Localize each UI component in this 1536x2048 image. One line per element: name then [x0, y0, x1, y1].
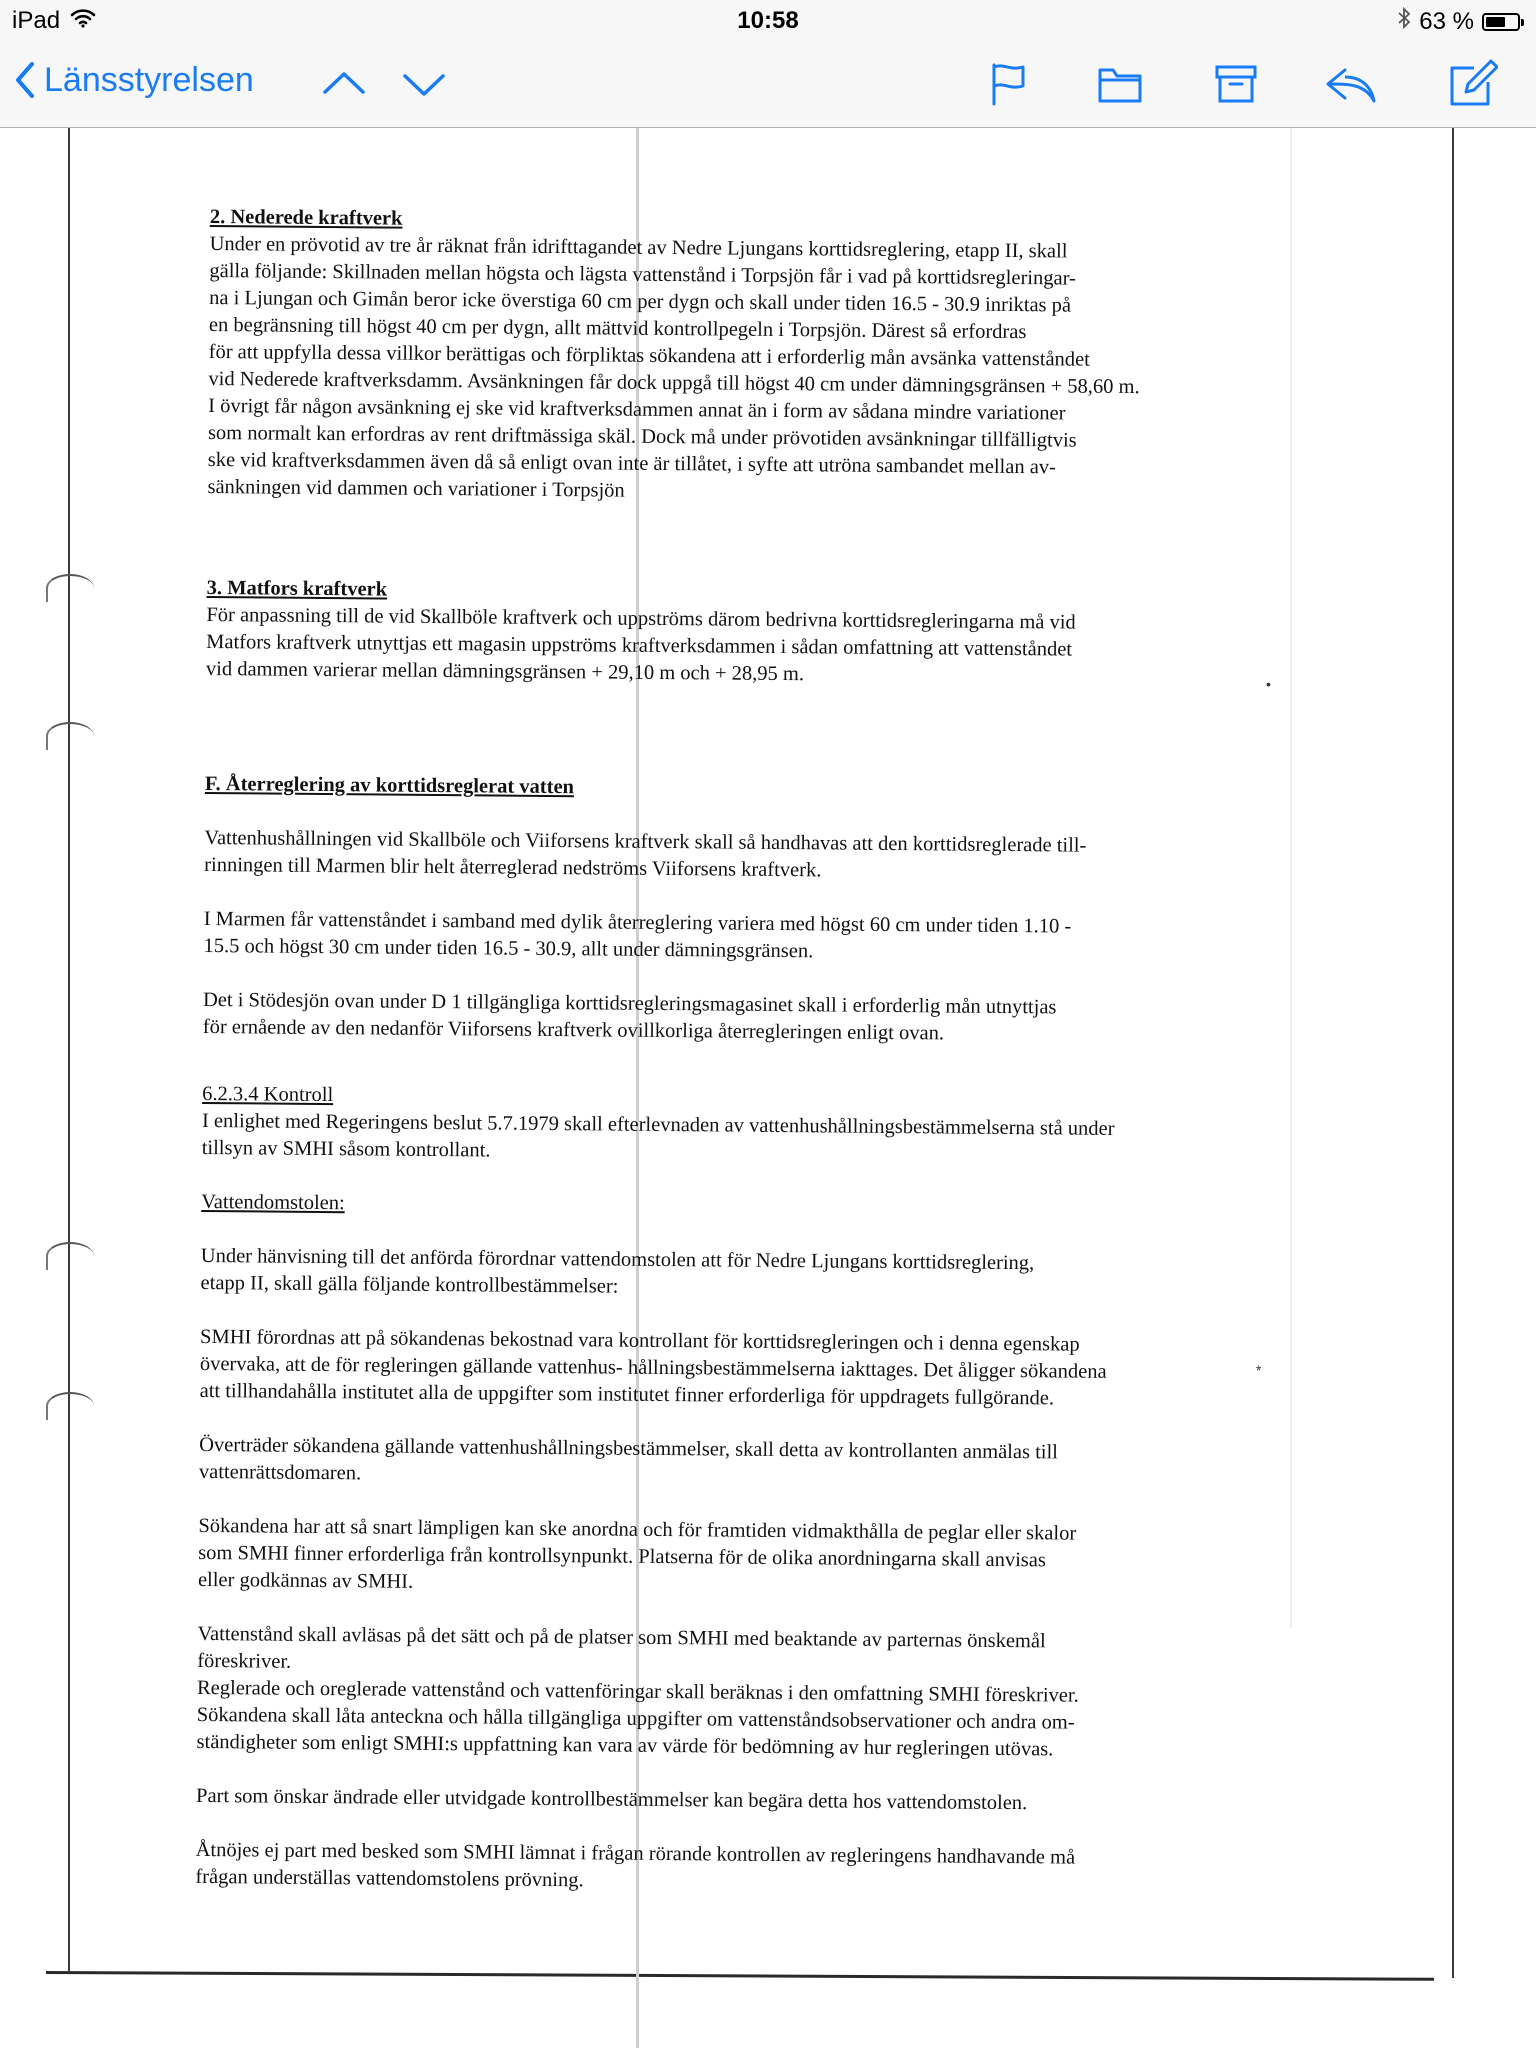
- text-line: frågan underställas vattendomstolens prövning.: [195, 1865, 584, 1892]
- text-line: föreskriver.: [197, 1649, 292, 1673]
- status-bar: [0, 0, 1536, 42]
- reply-icon: [1325, 66, 1377, 104]
- paragraph: [200, 1243, 1300, 1307]
- page-edge-right: [1452, 128, 1454, 1978]
- text-line: Vattenhushållningen vid Skallböle och Viiforsens kraftverk skall så handhavas att den korttidsreglerade till-: [204, 826, 1087, 857]
- section-heading: 3. Matfors kraftverk: [206, 576, 388, 601]
- binder-hole-mark: [46, 1392, 94, 1420]
- text-line: etapp II, skall gälla följande kontrollbestämmelser:: [200, 1271, 619, 1298]
- text-line: för ernående av den nedanför Viiforsens kraftverk ovillkorliga återregleringen enligt ovan.: [202, 1015, 945, 1045]
- battery-fill: [1486, 17, 1505, 27]
- compose-button[interactable]: [1448, 58, 1498, 108]
- archive-icon: [1214, 64, 1258, 104]
- text-line: vattenrättsdomaren.: [198, 1460, 362, 1485]
- text-line: eller godkännas av SMHI.: [197, 1568, 414, 1593]
- text-line: För anpassning till de vid Skallböle kraftverk och uppströms därom bedrivna korttidsregleringarna må vid: [206, 603, 1076, 634]
- page-edge-left: [68, 128, 70, 1971]
- text-line: vid Nederede kraftverksdamm. Avsänkningen får dock uppgå till högst 40 cm under dämningsgränsen + 58,60 m.: [208, 367, 1140, 399]
- paragraph: [200, 1324, 1301, 1415]
- battery-percentage: 63 %: [1419, 7, 1474, 35]
- next-message-button[interactable]: [402, 72, 446, 98]
- binder-hole-mark: [46, 1242, 94, 1270]
- status-right: [1397, 7, 1520, 36]
- paragraph: [206, 602, 1307, 693]
- chevron-up-icon: [322, 70, 366, 96]
- paragraph: [195, 1837, 1295, 1901]
- binder-hole-mark: [46, 574, 94, 602]
- document-text: [195, 204, 1310, 1901]
- paragraph: [203, 906, 1303, 970]
- folder-icon: [1097, 66, 1143, 104]
- flag-icon: [990, 62, 1026, 106]
- paragraph: [204, 825, 1304, 889]
- chevron-down-icon: [402, 72, 446, 98]
- compose-icon: [1448, 58, 1498, 108]
- navigation-bar: [0, 42, 1536, 128]
- text-line: I Marmen får vattenståndet i samband med dylik återreglering variera med högst 60 cm under tiden 1.10 -: [203, 907, 1072, 938]
- section-heading: 6.2.3.4 Kontroll: [202, 1082, 334, 1107]
- reply-button[interactable]: [1325, 66, 1377, 104]
- page-edge-bottom: [46, 1971, 1434, 1981]
- text-line: Vattenstånd skall avläsas på det sätt och på de platser som SMHI med beaktande av parternas önskemål: [197, 1622, 1046, 1653]
- text-line: vid dammen varierar mellan dämningsgränsen + 29,10 m och + 28,95 m.: [205, 657, 805, 686]
- text-line: I övrigt får någon avsänkning ej ske vid kraftverksdammen annat än i form av sådana mindre variationer: [208, 394, 1066, 425]
- previous-message-button[interactable]: [322, 70, 366, 96]
- text-line: som SMHI finner erforderliga från kontrollsynpunkt. Platserna för de olika anordningarna skall anvisas: [198, 1541, 1046, 1572]
- text-line: SMHI förordnas att på sökandenas bekostnad vara kontrollant för korttidsregleringen och i denna egenskap: [200, 1325, 1080, 1356]
- text-line: Under hänvisning till det anförda förordnar vattendomstolen att för Nedre Ljungans korttidsreglering,: [200, 1244, 1035, 1275]
- text-line: I enlighet med Regeringens beslut 5.7.1979 skall efterlevnaden av vattenhushållningsbestämmelserna stå under: [201, 1109, 1115, 1140]
- text-line: ske vid kraftverksdammen även då så enligt ovan inte är tillåtet, i syfte att utröna sambandet mellan av-: [207, 448, 1057, 479]
- text-line: gälla följande: Skillnaden mellan högsta och lägsta vattenstånd i Torpsjön får i vad på korttidsregleringar-: [209, 259, 1076, 290]
- text-line: att tillhandahålla institutet alla de uppgifter som institutet finner erforderliga för uppdragets fullgörande.: [199, 1379, 1055, 1410]
- scan-speck: *: [1256, 1362, 1262, 1378]
- scanned-document-page[interactable]: [0, 128, 1536, 2048]
- paragraph: [196, 1621, 1297, 1766]
- section-heading: Vattendomstolen:: [201, 1190, 345, 1215]
- text-line: Reglerade och oreglerade vattenstånd och vattenföringar skall beräknas i den omfattning SMHI föreskriver.: [196, 1676, 1079, 1707]
- text-line: na i Ljungan och Gimån beror icke överstiga 60 cm per dygn och skall under tiden 16.5 - 30.9 inriktas på: [209, 286, 1072, 317]
- status-time: 10:58: [737, 7, 799, 34]
- battery-icon: [1482, 13, 1520, 31]
- text-line: Under en prövotid av tre år räknat från idrifttagandet av Nedre Ljungans korttidsreglering, etapp II, skall: [209, 232, 1068, 263]
- text-line: Sökandena skall låta anteckna och hålla tillgängliga uppgifter om vattenståndsobservationer och andra om-: [196, 1703, 1075, 1734]
- move-to-folder-button[interactable]: [1097, 66, 1143, 104]
- section-heading: F. Återreglering av korttidsreglerat vatten: [204, 772, 575, 799]
- paragraph: [203, 987, 1303, 1051]
- section-heading: 2. Nederede kraftverk: [209, 205, 403, 230]
- scan-speck: •: [1266, 676, 1271, 692]
- paragraph: [198, 1513, 1299, 1604]
- device-name: iPad: [12, 7, 61, 34]
- paragraph: [207, 231, 1309, 511]
- chevron-left-icon: [14, 60, 36, 100]
- back-button-label: Länsstyrelsen: [44, 60, 254, 99]
- text-line: Överträder sökandena gällande vattenhushållningsbestämmelser, skall detta av kontrollanten anmälas till: [199, 1433, 1059, 1464]
- binder-hole-mark: [46, 722, 94, 750]
- text-line: ständigheter som enligt SMHI:s uppfattning kan vara av värde för bedömning av hur regleringen utövas.: [196, 1730, 1054, 1761]
- text-line: Part som önskar ändrade eller utvidgade kontrollbestämmelser kan begära detta hos vattendomstolen.: [196, 1784, 1028, 1815]
- text-line: sänkningen vid dammen och variationer i Torpsjön: [207, 475, 625, 502]
- text-line: Matfors kraftverk utnyttjas ett magasin uppströms kraftverksdammen i sådan omfattning att vattenståndet: [206, 630, 1073, 661]
- text-line: övervaka, att de för regleringen gällande vattenhus- hållningsbestämmelserna iakttages. Det åligger sökandena: [199, 1352, 1107, 1383]
- paragraph: [202, 1108, 1302, 1172]
- text-line: Åtnöjes ej part med besked som SMHI lämnat i frågan rörande kontrollen av regleringens handhavande må: [195, 1838, 1076, 1869]
- text-line: som normalt kan erfordras av rent driftmässiga skäl. Dock må under prövotiden avsänkningar tillfälligtvis: [207, 421, 1077, 452]
- text-line: rinningen till Marmen blir helt återreglerad nedströms Viiforsens kraftverk.: [204, 853, 822, 882]
- flag-button[interactable]: [990, 62, 1026, 106]
- text-line: tillsyn av SMHI såsom kontrollant.: [201, 1136, 491, 1162]
- archive-button[interactable]: [1214, 64, 1258, 104]
- text-line: 15.5 och högst 30 cm under tiden 16.5 - 30.9, allt under dämningsgränsen.: [203, 934, 814, 963]
- back-button[interactable]: [14, 60, 254, 100]
- text-line: Det i Stödesjön ovan under D 1 tillgängliga korttidsregleringsmagasinet skall i erforderlig mån utnyttjas: [202, 988, 1057, 1019]
- text-line: för att uppfylla dessa villkor berättigas och förpliktas sökandena att i erforderlig mån avsänka vattenståndet: [208, 340, 1090, 371]
- paragraph: [199, 1432, 1299, 1496]
- bluetooth-icon: [1397, 7, 1411, 36]
- text-line: en begränsning till högst 40 cm per dygn, allt mättvid kontrollpegeln i Torpsjön. Därest så erfordras: [208, 313, 1027, 344]
- text-line: Sökandena har att så snart lämpligen kan ske anordna och för framtiden vidmakthålla de peglar eller skalor: [198, 1514, 1077, 1545]
